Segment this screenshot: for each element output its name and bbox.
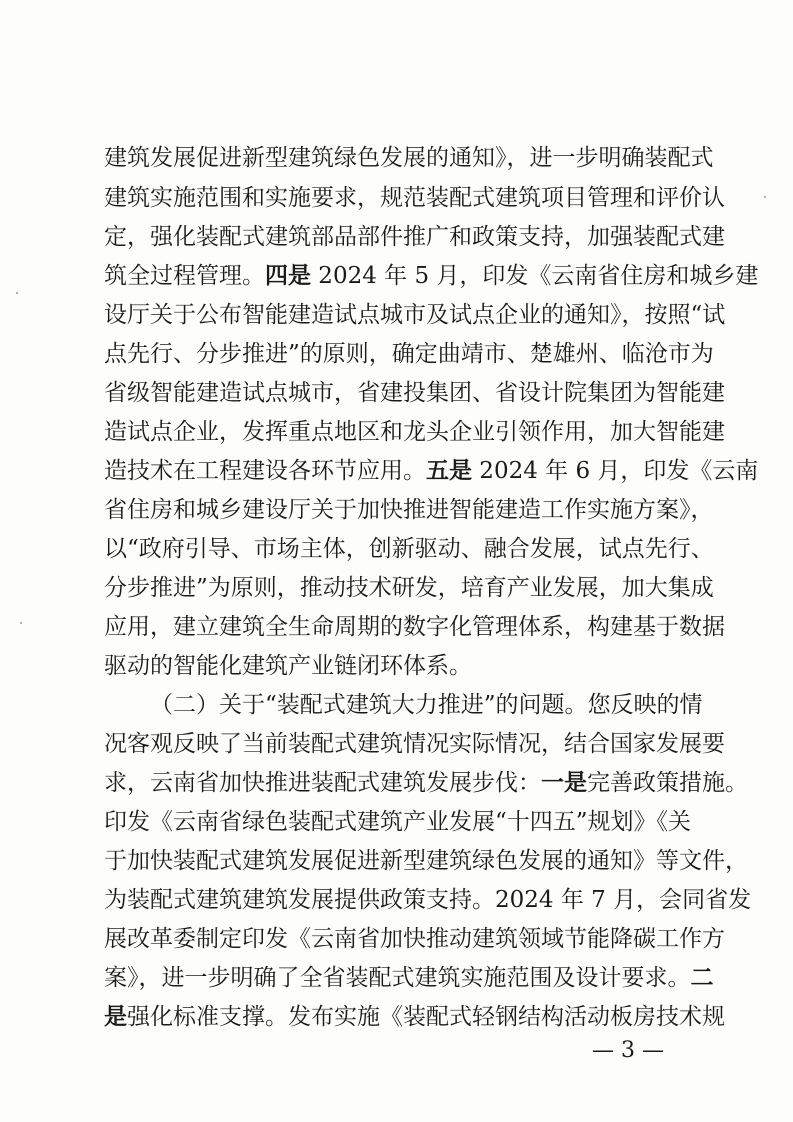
text-line: 建筑发展促进新型建筑绿色发展的通知》，进一步明确装配式 [104,145,714,171]
text-line: 定，强化装配式建筑部品部件推广和政策支持，加强装配式建 [104,224,725,250]
text-line: 分步推进”为原则，推动技术研发，培育产业发展，加大集成 [104,575,714,601]
scan-speck [16,292,18,294]
text-line: 设厅关于公布智能建造试点城市及试点企业的通知》，按照“试 [104,302,726,328]
bold-marker: 是 [104,1003,127,1030]
text-line: 省级智能建造试点城市，省建投集团、省设计院集团为智能建 [104,380,725,406]
text-line: 造技术在工程建设各环节应用。五是 2024 年 6 月，印发《云南 [104,457,759,484]
text-line: 案》，进一步明确了全省装配式建筑实施范围及设计要求。二 [104,964,714,991]
text-line: 应用，建立建筑全生命周期的数字化管理体系，构建基于数据 [104,614,725,640]
bold-marker: 五是 [426,457,472,484]
text-line: 点先行、分步推进”的原则，确定曲靖市、楚雄州、临沧市为 [104,341,714,367]
page-number: — 3 — [592,1038,664,1063]
text-line: 印发《云南省绿色装配式建筑产业发展“十四五”规划》《关 [104,809,692,835]
text-line: 以“政府引导、市场主体，创新驱动、融合发展，试点先行、 [104,536,714,562]
text-line: 是强化标准支撑。发布实施《装配式轻钢结构活动板房技术规 [104,1003,725,1030]
text-line: 省住房和城乡建设厅关于加快推进智能建造工作实施方案》， [104,497,714,523]
text-line: 筑全过程管理。四是 2024 年 5 月，印发《云南省住房和城乡建 [104,262,759,289]
text-line: 造试点企业，发挥重点地区和龙头企业引领作用，加大智能建 [104,419,725,445]
bold-marker: 一是 [541,769,587,796]
scan-speck [764,196,766,198]
bold-marker: 四是 [265,262,311,289]
bold-marker: 二 [690,964,714,991]
text-line: 驱动的智能化建筑产业链闭环体系。 [104,653,472,679]
scan-speck [20,622,22,624]
text-line: 求，云南省加快推进装配式建筑发展步伐：一是完善政策措施。 [104,769,748,796]
text-line: 为装配式建筑建筑发展提供政策支持。2024 年 7 月，会同省发 [104,887,752,913]
text-line: 于加快装配式建筑发展促进新型建筑绿色发展的通知》等文件， [104,848,748,874]
text-line: 展改革委制定印发《云南省加快推动建筑领域节能降碳工作方 [104,926,725,952]
text-line: （二）关于“装配式建筑大力推进”的问题。您反映的情 [150,692,703,718]
text-line: 况客观反映了当前装配式建筑情况实际情况，结合国家发展要 [104,731,725,757]
text-line: 建筑实施范围和实施要求，规范装配式建筑项目管理和评价认 [104,185,725,211]
